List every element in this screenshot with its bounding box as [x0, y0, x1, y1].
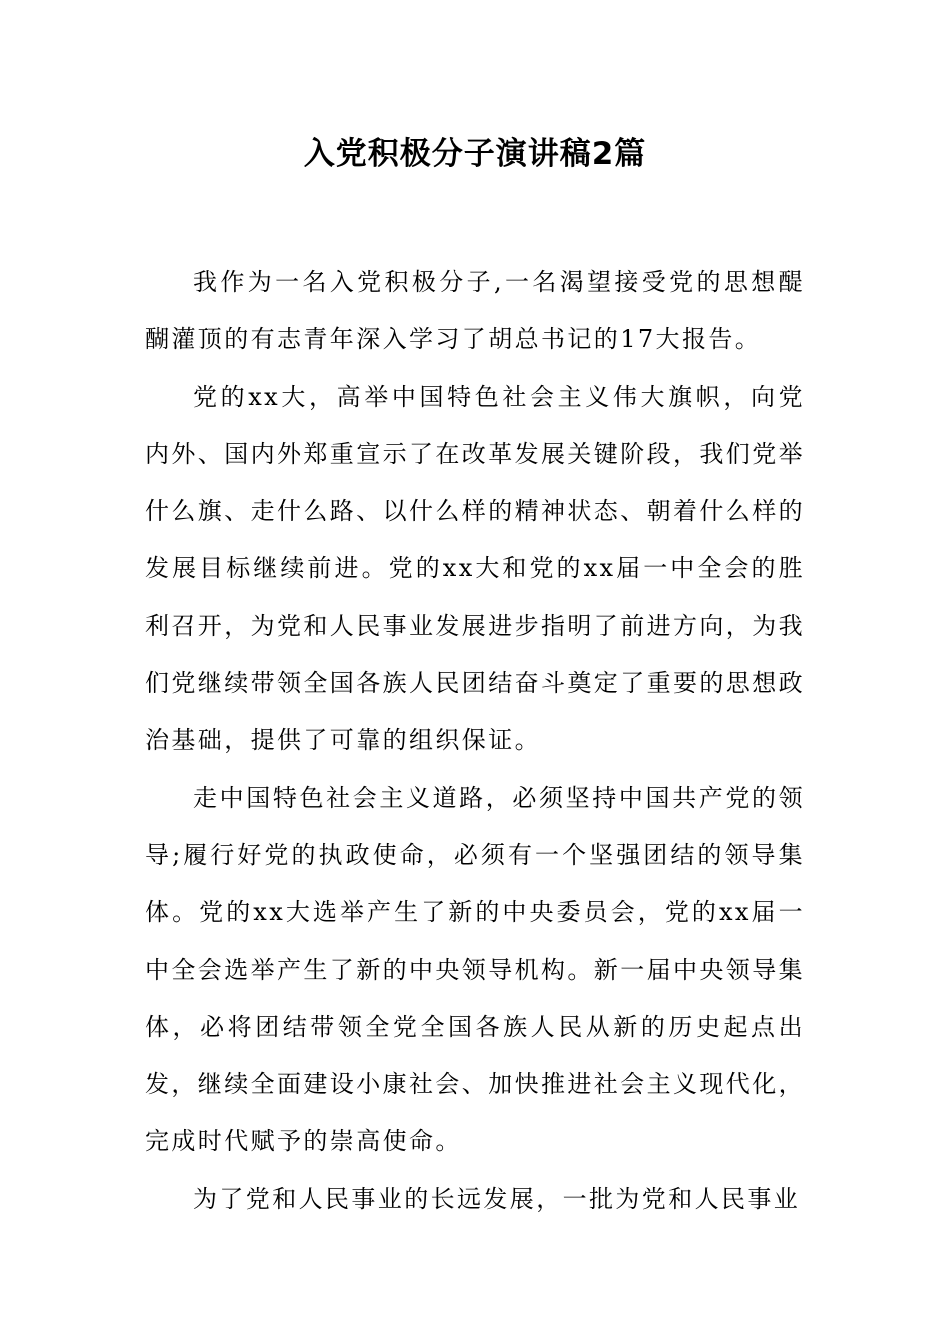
paragraph: 党的xx大，高举中国特色社会主义伟大旗帜，向党内外、国内外郑重宣示了在改革发展关键阶段，我们党举什么旗、走什么路、以什么样的精神状态、朝着什么样的发展目标继续前进。党的xx大和党的xx届一中全会的胜利召开，为党和人民事业发展进步指明了前进方向，为我们党继续带领全国各族人民团结奋斗奠定了重要的思想政治基础，提供了可靠的组织保证。	[145, 382, 805, 755]
paragraph: 为了党和人民事业的长远发展，一批为党和人民事业	[193, 1184, 801, 1213]
document-body	[145, 254, 805, 1228]
paragraph: 我作为一名入党积极分子,一名渴望接受党的思想醍醐灌顶的有志青年深入学习了胡总书记的17大报告。	[145, 268, 805, 354]
document-title: 入党积极分子演讲稿2篇	[303, 136, 647, 172]
paragraph: 走中国特色社会主义道路，必须坚持中国共产党的领导;履行好党的执政使命，必须有一个坚强团结的领导集体。党的xx大选举产生了新的中央委员会，党的xx届一中全会选举产生了新的中央领导机构。新一届中央领导集体，必将团结带领全党全国各族人民从新的历史起点出发，继续全面建设小康社会、加快推进社会主义现代化，完成时代赋予的崇高使命。	[145, 783, 805, 1156]
